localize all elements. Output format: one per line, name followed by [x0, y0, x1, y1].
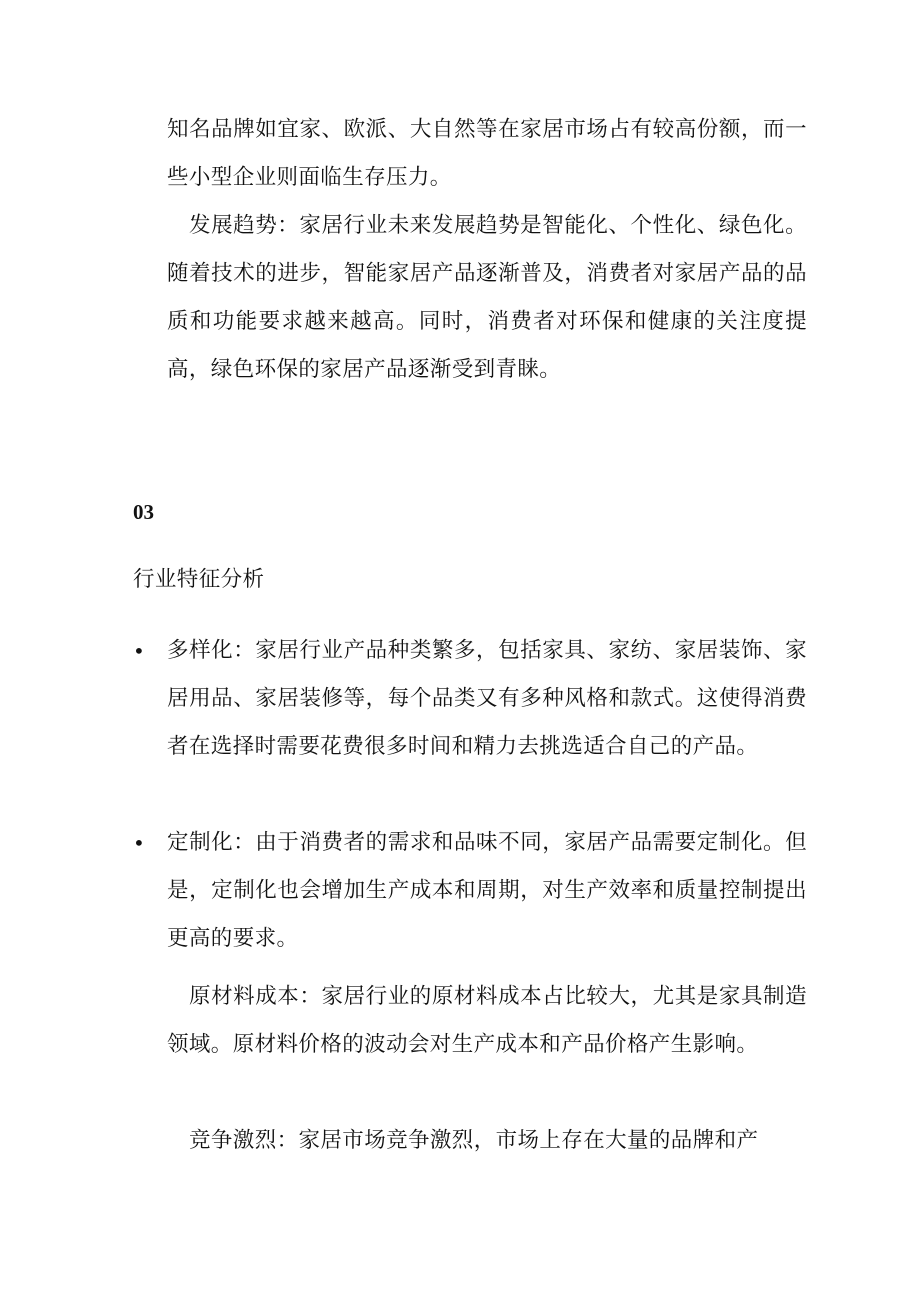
paragraph-raw-material-cost: 原材料成本：家居行业的原材料成本占比较大，尤其是家具制造领域。原材料价格的波动会对生产成本和产品价格产生影响。 [167, 984, 807, 1057]
paragraph-market-share: 知名品牌如宜家、欧派、大自然等在家居市场占有较高份额，而一些小型企业则面临生存压力。 [167, 117, 807, 190]
paragraph-fierce-competition: 竞争激烈：家居市场竞争激烈，市场上存在大量的品牌和产 [189, 1128, 759, 1153]
bullet-marker: • [133, 831, 145, 855]
bullet-text-customization: 定制化：由于消费者的需求和品味不同，家居产品需要定制化。但是，定制化也会增加生产成本和周期，对生产效率和质量控制提出更高的要求。 [167, 830, 807, 951]
bullet-marker: • [133, 639, 145, 663]
section-title: 行业特征分析 [133, 567, 265, 592]
bullet-text-diversity: 多样化：家居行业产品种类繁多，包括家具、家纺、家居装饰、家居用品、家居装修等，每个品类又有多种风格和款式。这使得消费者在选择时需要花费很多时间和精力去挑选适合自己的产品。 [167, 638, 807, 759]
paragraph-development-trend: 发展趋势：家居行业未来发展趋势是智能化、个性化、绿色化。随着技术的进步，智能家居产品逐渐普及，消费者对家居产品的品质和功能要求越来越高。同时，消费者对环保和健康的关注度提高，绿色环保的家居产品逐渐受到青睐。 [167, 213, 807, 382]
section-number: 03 [133, 500, 154, 524]
